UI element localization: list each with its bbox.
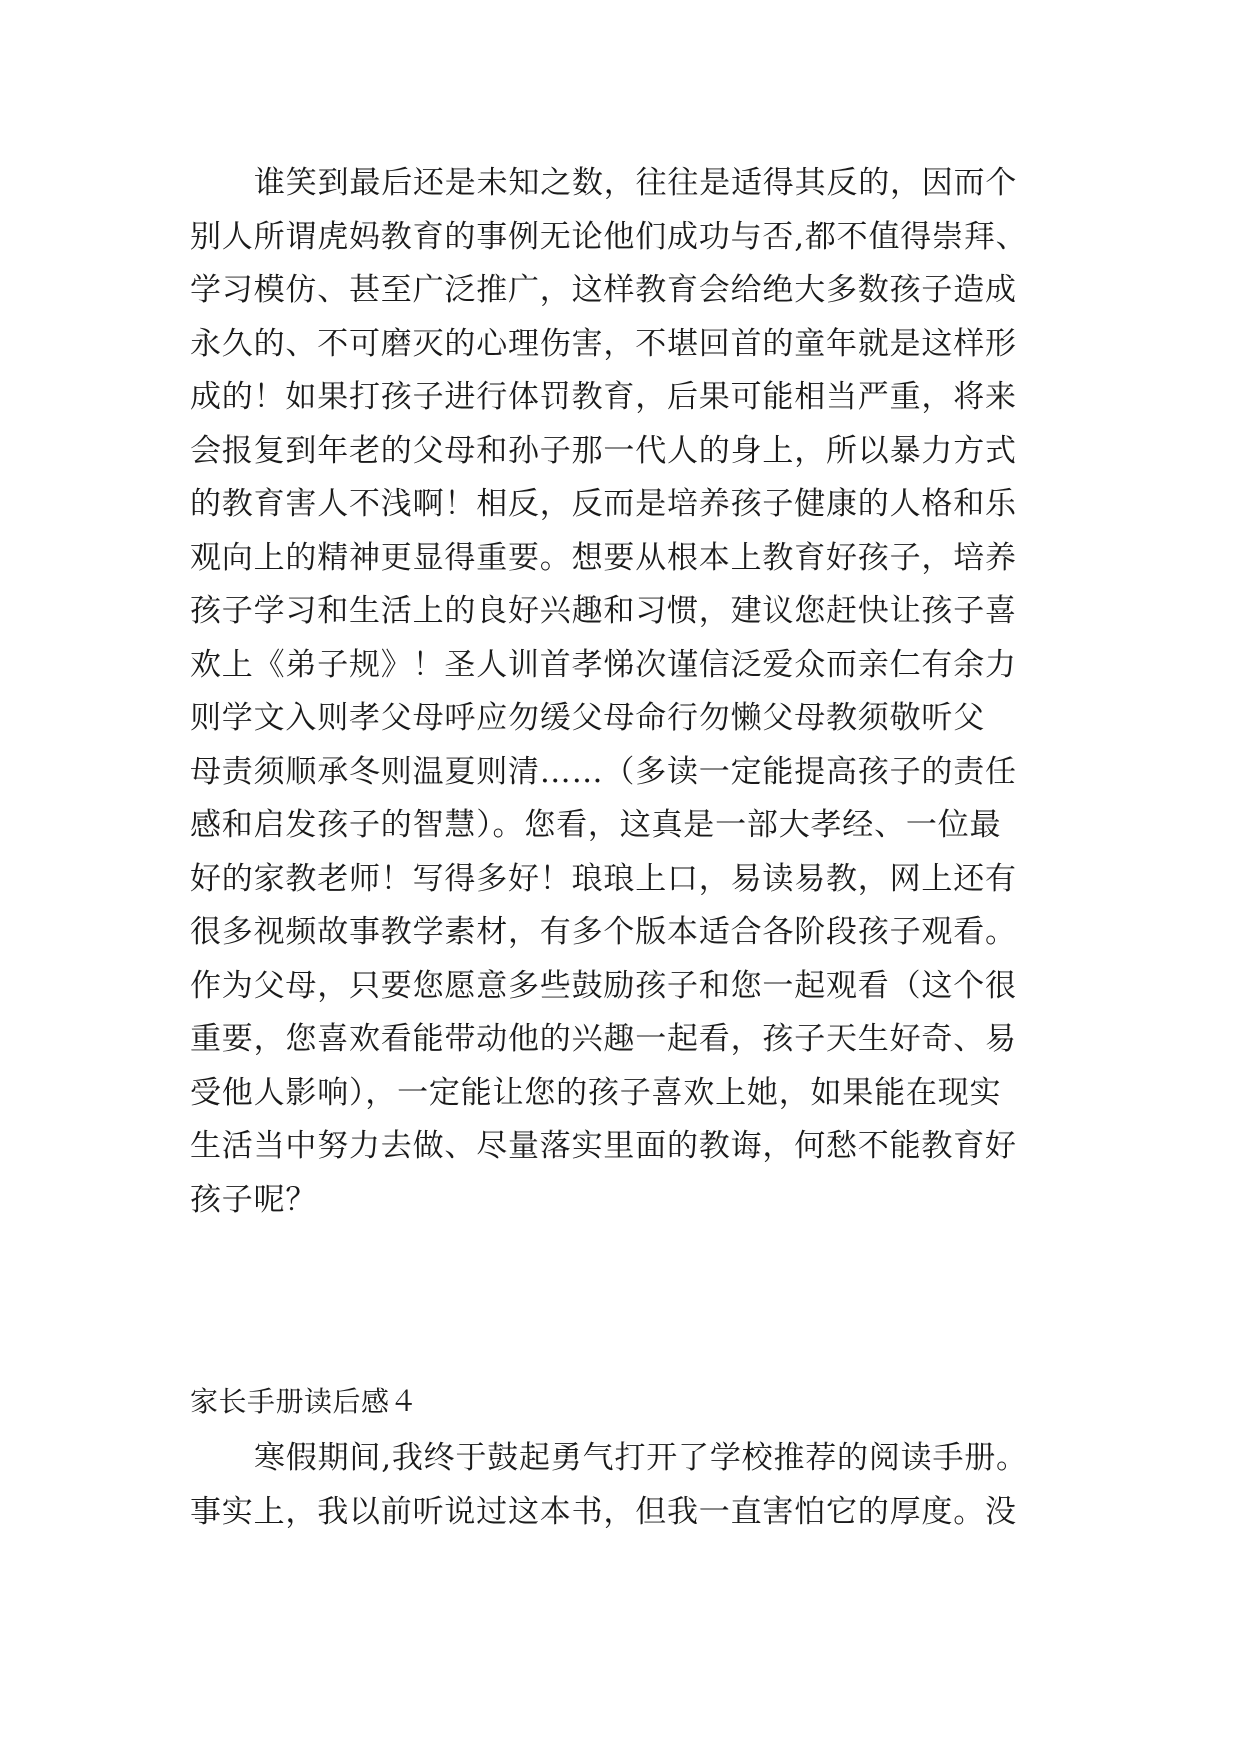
text-line: 孩子学习和生活上的良好兴趣和习惯，建议您赶快让孩子喜 [190, 593, 1017, 629]
text-line: 谁笑到最后还是未知之数，往往是适得其反的，因而个 [254, 165, 1018, 201]
text-line: 事实上，我以前听说过这本书，但我一直害怕它的厚度。没 [190, 1493, 1017, 1530]
text-line: 好的家教老师！写得多好！琅琅上口，易读易教，网上还有 [190, 860, 1017, 897]
text-line: 成的！如果打孩子进行体罚教育，后果可能相当严重，将来 [190, 379, 1017, 415]
text-line: 重要，您喜欢看能带动他的兴趣一起看，孩子天生好奇、易 [190, 1021, 1017, 1057]
text-line: 感和启发孩子的智慧）。您看，这真是一部大孝经、一位最 [190, 807, 1002, 843]
text-line: 受他人影响），一定能让您的孩子喜欢上她，如果能在现实 [190, 1074, 1002, 1111]
text-line: 观向上的精神更显得重要。想要从根本上教育好孩子，培养 [190, 539, 1017, 576]
text-line: 很多视频故事教学素材，有多个版本适合各阶段孩子观看。 [190, 914, 1017, 950]
text-line: 母责须顺承冬则温夏则清……（多读一定能提高孩子的责任 [190, 753, 1017, 790]
text-line: 寒假期间,我终于鼓起勇气打开了学校推荐的阅读手册。 [254, 1440, 1028, 1476]
paragraph-2 [190, 1432, 1090, 1539]
text-line: 学习模仿、甚至广泛推广，这样教育会给绝大多数孩子造成 [190, 272, 1017, 308]
text-line: 永久的、不可磨灭的心理伤害，不堪回首的童年就是这样形 [190, 325, 1017, 362]
text-line: 的教育害人不浅啊！相反，反而是培养孩子健康的人格和乐 [190, 486, 1017, 522]
paragraph-1 [190, 157, 1090, 1227]
section-heading: 家长手册读后感４ [190, 1385, 419, 1418]
text-line: 欢上《弟子规》！圣人训首孝悌次谨信泛爱众而亲仁有余力 [190, 646, 1017, 683]
text-line: 孩子呢？ [190, 1181, 318, 1218]
text-line: 则学文入则孝父母呼应勿缓父母命行勿懒父母教须敬听父 [190, 700, 985, 736]
text-line: 别人所谓虎妈教育的事例无论他们成功与否,都不值得崇拜、 [190, 218, 1028, 255]
text-line: 会报复到年老的父母和孙子那一代人的身上，所以暴力方式 [190, 432, 1017, 469]
text-line: 作为父母，只要您愿意多些鼓励孩子和您一起观看（这个很 [190, 967, 1017, 1004]
text-line: 生活当中努力去做、尽量落实里面的教诲，何愁不能教育好 [190, 1128, 1017, 1164]
